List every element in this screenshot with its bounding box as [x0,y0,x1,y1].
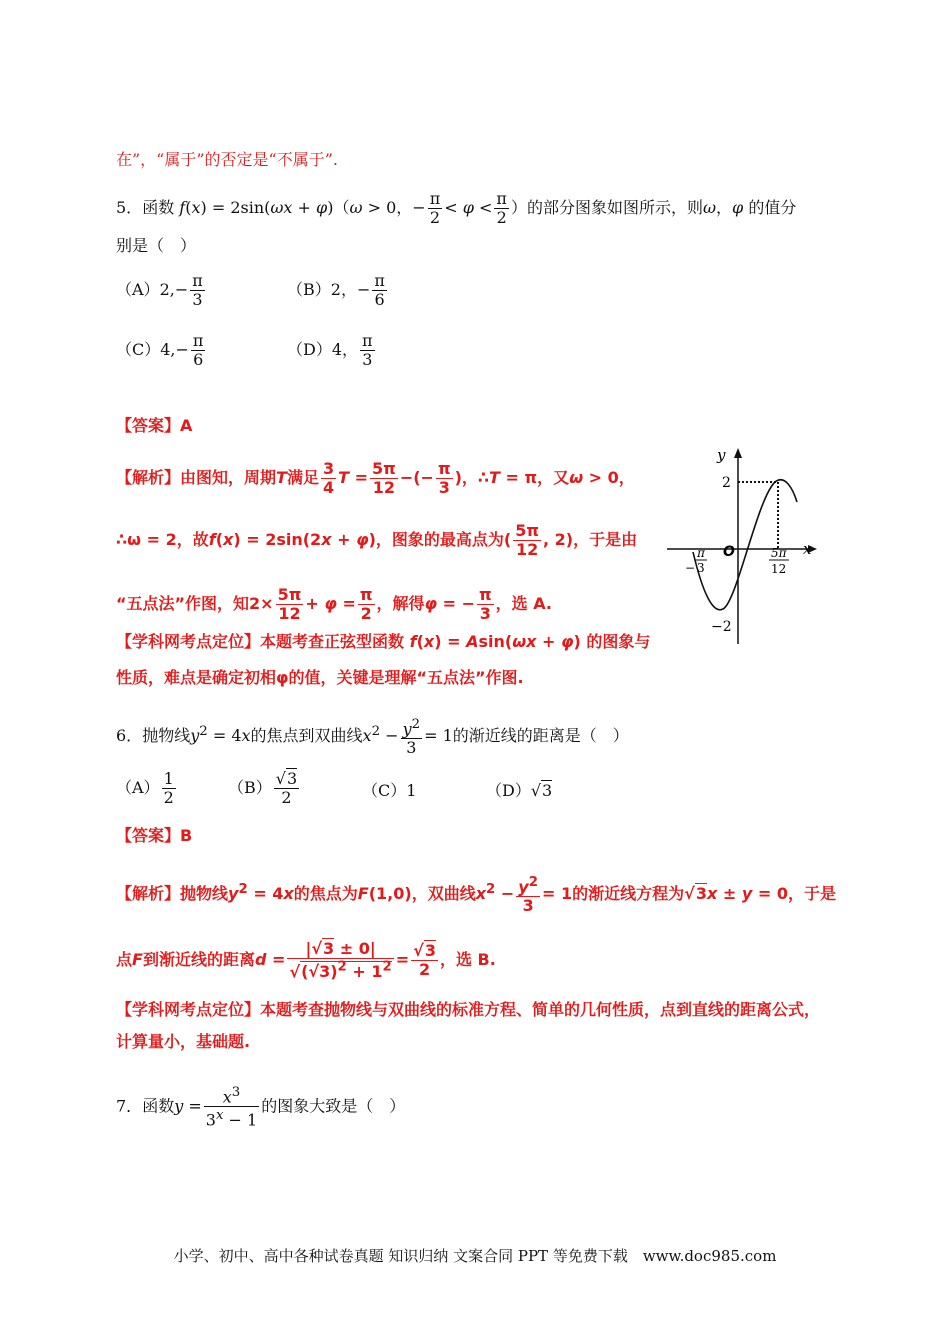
origin-label: O [723,544,735,560]
prev-line: 在”，“属于”的否定是“不属于”. [116,150,338,169]
x-left-sign: − [685,561,696,575]
q5-analysis-2: ∴ω = 2，故f(x) = 2sin(2x + φ)，图象的最高点为( $\frac{5\pi}{12}$ , 2)，于是由 [116,521,638,559]
y-axis-arrow-icon [734,448,742,458]
q5-option-b: （B）2，− $\frac{\pi}{6}$ [287,271,385,309]
q6-option-d: （D）√3 [486,781,553,800]
sine-curve [693,480,797,610]
q6-analysis-1: 【解析】抛物线$y^2 = 4x$的焦点为F(1,0)，双曲线$x^2$ − $\frac{y^2}{3}$ = 1的渐近线方程为√3x ± y = 0，于是 [116,875,836,916]
q6-stem: 6．抛物线$y^2 = 4x$的焦点到双曲线$x^2$ − $\frac{y^2}{3}$ = 1的渐近线的距离是（ ） [116,717,629,758]
x-left-den: 3 [697,561,705,575]
q5-option-a: （A）2,− $\frac{\pi}{3}$ [116,271,203,309]
q5-analysis-1: 【解析】由图知，周期T满足 $\frac{3}{4}$ T = $\frac{5\pi}{12}$ −(− $\frac{\pi}{3}$ )，∴T = π，又ω > 0， [116,459,635,497]
x-right-num: 5π [771,546,787,560]
sine-graph [665,444,820,649]
q5-analysis-3: “五点法”作图，知2× $\frac{5\pi}{12}$ + φ = $\frac{\pi}{2}$ ，解得φ = − $\frac{\pi}{3}$ ，选 A. [116,585,553,623]
q5-option-d: （D）4， $\frac{\pi}{3}$ [287,331,373,369]
x-axis-label: x [803,540,812,558]
q5-stem-a: 函数 [142,198,175,217]
q6-keypoint-1: 【学科网考点定位】本题考查抛物线与双曲线的标准方程、简单的几何性质，点到直线的距离公式， [116,1000,821,1019]
q6-analysis-2: 点F到渐近线的距离d = $\frac{|√3 \pm 0|}{√(√3)^2 + 1^2}$ = $\frac{√3}{2}$ ，选 B. [116,939,496,982]
q5-stem: 5．函数 f(x) = 2sin(ωx + φ)（ω > 0，− $\frac{\pi}{2}$ < φ < $\frac{\pi}{2}$ ）的部分图象如图所示，则ω，φ 的值分 [116,189,797,227]
q5-option-c: （C）4,− $\frac{\pi}{6}$ [116,331,204,369]
q5-answer: 【答案】A [116,416,193,435]
page-footer: 小学、初中、高中各种试卷真题 知识归纳 文案合同 PPT 等免费下载 www.doc985.com [173,1247,777,1265]
q7-stem: 7．函数y = $\frac{x^3}{3^x - 1}$ 的图象大致是（ ） [116,1085,406,1130]
q5-keypoint-1: 【学科网考点定位】本题考查正弦型函数 f(x) = Asin(ωx + φ) 的图象与 [116,632,651,651]
q5-stem-b: 的部分图象如图所示，则 [526,198,703,217]
y-max-label: 2 [722,475,731,491]
x-right-den: 12 [771,562,787,576]
q6-keypoint-2: 计算量小，基础题. [116,1032,251,1051]
q5-keypoint-2: 性质，难点是确定初相φ的值，关键是理解“五点法”作图. [116,668,524,687]
q6-option-c: （C）1 [362,781,417,800]
q5-stem-cont: 别是（ ） [116,236,197,255]
q6-answer: 【答案】B [116,826,193,845]
y-min-label: −2 [711,619,732,635]
q5-number: 5． [116,198,143,217]
y-axis-label: y [717,446,726,464]
q6-option-a: （A） $\frac{1}{2}$ [116,769,174,807]
q5-stem-c: 的值分 [748,198,797,217]
q6-option-b: （B） $\frac{√3}{2}$ [228,769,298,807]
x-left-num: π [697,546,705,560]
